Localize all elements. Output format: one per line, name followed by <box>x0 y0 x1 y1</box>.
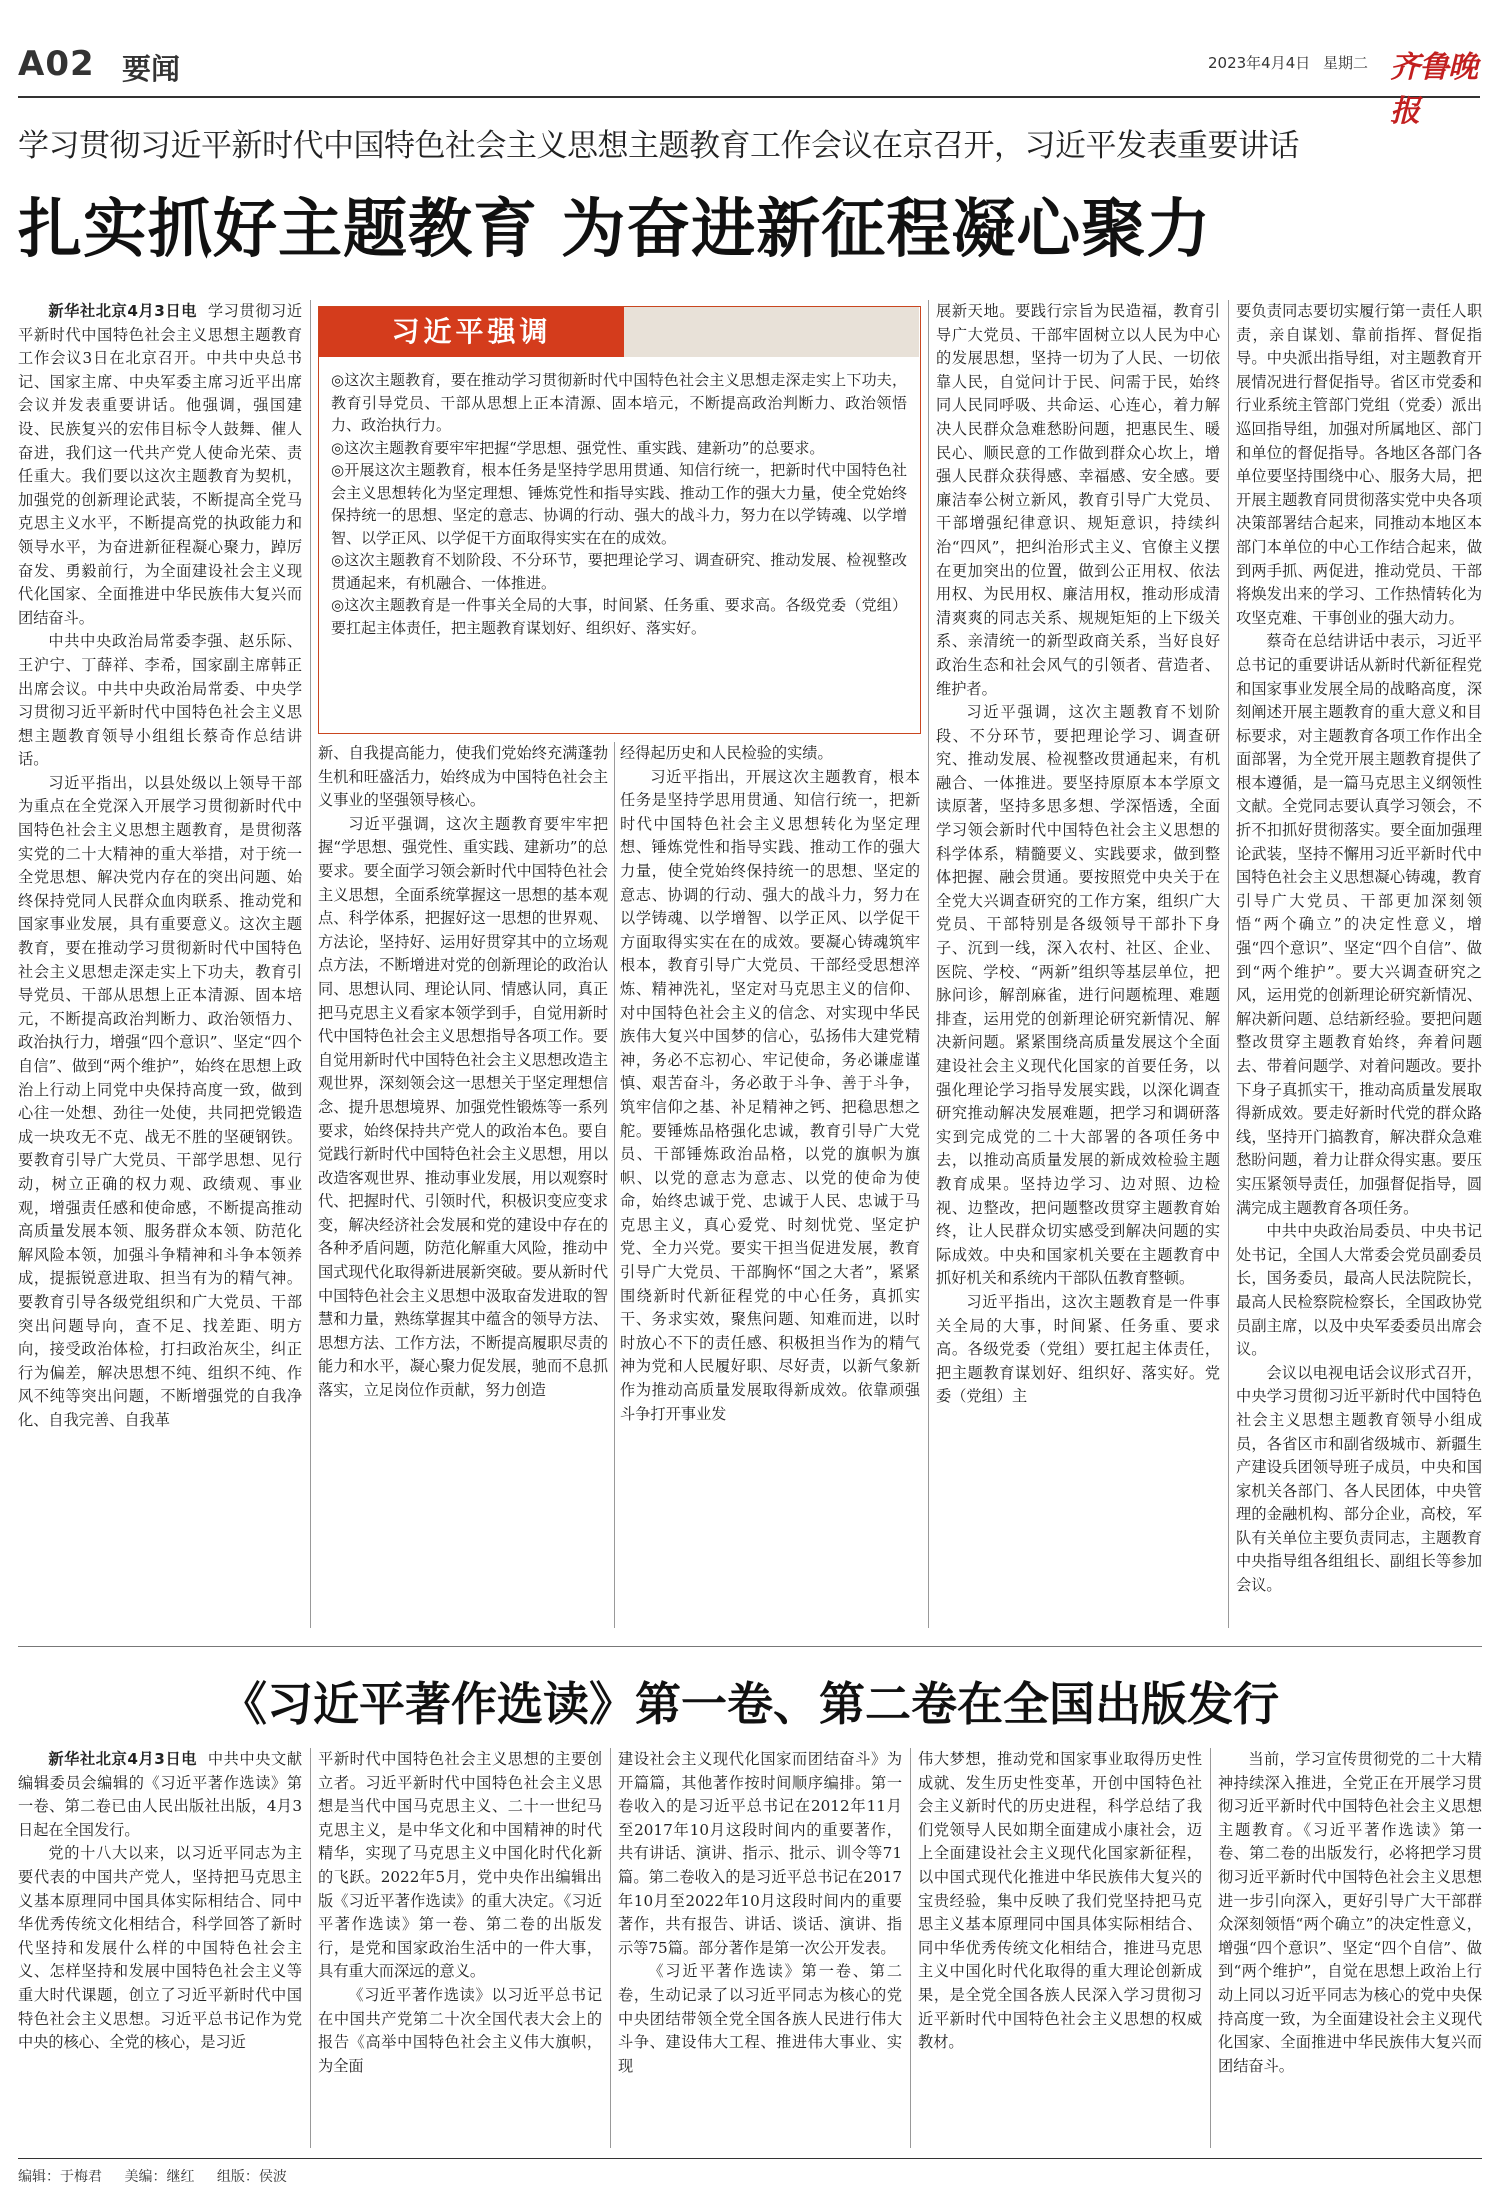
lead-col1-p2: 中共中央政治局常委李强、赵乐际、王沪宁、丁薛祥、李希，国家副主席韩正出席会议。中共中央政治局常委、中央学习贯彻习近平新时代中国特色社会主义思想主题教育领导小组组长蔡奇作总结讲话。 <box>18 632 302 769</box>
emphasis-box <box>318 306 921 734</box>
lead-col3-p1: 经得起历史和人民检验的实绩。 <box>620 744 833 762</box>
footer-layout-editor: 组版：侯波 <box>216 2169 287 2185</box>
second-col3-p2: 《习近平著作选读》第一卷、第二卷，生动记录了以习近平同志为核心的党中央团结带领全党全国各族人民进行伟大斗争、建设伟大工程、推进伟大事业、实现 <box>618 1962 902 2075</box>
second-dateline: 新华社北京4月3日电 <box>48 1750 198 1768</box>
issue-weekday: 星期二 <box>1323 54 1369 72</box>
lead-col1-p1: 学习贯彻习近平新时代中国特色社会主义思想主题教育工作会议3日在北京召开。中共中央总书记、国家主席、中央军委主席习近平出席会议并发表重要讲话。他强调，强国建设、民族复兴的宏伟目标令人鼓舞、催人奋进，我们这一代共产党人使命光荣、责任重大。我们要以这次主题教育为契机，加强党的创新理论武装，不断提高全党马克思主义水平，不断提高党的执政能力和领导水平，为奋进新征程凝心聚力，踔厉奋发、勇毅前行，为全面建设社会主义现代化国家、全面推进中华民族伟大复兴而团结奋斗。 <box>18 302 302 627</box>
column-rule <box>1210 1748 1211 2148</box>
lead-col1-p3: 习近平指出，以县处级以上领导干部为重点在全党深入开展学习贯彻新时代中国特色社会主义思想主题教育，是贯彻落实党的二十大精神的重大举措，对于统一全党思想、解决党内存在的突出问题、始终保持党同人民群众血肉联系、推动党和国家事业发展，具有重要意义。这次主题教育，要在推动学习贯彻新时代中国特色社会主义思想走深走实上下功夫，教育引导党员、干部从思想上正本清源、固本培元，不断提高政治判断力、政治领悟力、政治执行力，增强“四个意识”、坚定“四个自信”、做到“两个维护”，始终在思想上政治上行动上同党中央保持高度一致，做到心往一处想、劲往一处使，共同把党锻造成一块攻无不克、战无不胜的坚硬钢铁。要教育引导广大党员、干部学思想、见行动，树立正确的权力观、政绩观、事业观，增强责任感和使命感，不断提高推动高质量发展本领、服务群众本领、防范化解风险本领，加强斗争精神和斗争本领养成，提振锐意进取、担当有为的精气神。要教育引导各级党组织和广大党员、干部突出问题导向，查不足、找差距、明方向，接受政治体检，打扫政治灰尘，纠正行为偏差，解决思想不纯、组织不纯、作风不纯等突出问题，不断增强党的自我净化、自我完善、自我革 <box>18 773 302 1429</box>
second-col2-p1: 平新时代中国特色社会主义思想的主要创立者。习近平新时代中国特色社会主义思想是当代中国马克思主义、二十一世纪马克思主义，是中华文化和中国精神的时代精华，实现了马克思主义中国化时代化新的飞跃。2022年5月，党中央作出编辑出版《习近平著作选读》的重大决定。《习近平著作选读》第一卷、第二卷的出版发行，是党和国家政治生活中的一件大事，具有重大而深远的意义。 <box>318 1750 602 1981</box>
second-headline: 《习近平著作选读》第一卷、第二卷在全国出版发行 <box>221 1677 1279 1731</box>
column-rule <box>910 1748 911 2148</box>
second-column-1 <box>18 1748 302 2148</box>
second-col1-p1: 中共中央文献编辑委员会编辑的《习近平著作选读》第一卷、第二卷已由人民出版社出版，4月3日起在全国发行。 <box>18 1750 302 1839</box>
second-col1-p2: 党的十八大以来，以习近平同志为主要代表的中国共产党人，坚持把马克思主义基本原理同中国具体实际相结合、同中华优秀传统文化相结合，科学回答了新时代坚持和发展什么样的中国特色社会主义、怎样坚持和发展中国特色社会主义等重大时代课题，创立了习近平新时代中国特色社会主义思想。习近平总书记作为党中央的核心、全党的核心，是习近 <box>18 1844 302 2052</box>
second-column-3 <box>618 1748 902 2148</box>
emphasis-item: ◎这次主题教育，要在推动学习贯彻新时代中国特色社会主义思想走深走实上下功夫，教育引导党员、干部从思想上正本清源、固本培元，不断提高政治判断力、政治领悟力、政治执行力。 <box>331 371 907 434</box>
second-column-2 <box>318 1748 602 2148</box>
lead-column-2 <box>318 742 608 1628</box>
lead-col5-p3: 中共中央政治局委员、中央书记处书记，全国人大常委会党员副委员长，国务委员，最高人民法院院长，最高人民检察院检察长，全国政协党员副主席，以及中央军委委员出席会议。 <box>1236 1222 1482 1359</box>
page-footer <box>18 2158 1482 2188</box>
column-rule <box>310 1748 311 2148</box>
emphasis-item: ◎这次主题教育不划阶段、不分环节，要把理论学习、调查研究、推动发展、检视整改贯通起来，有机融合、一体推进。 <box>331 551 907 592</box>
lead-col5-p4: 会议以电视电话会议形式召开，中央学习贯彻习近平新时代中国特色社会主义思想主题教育领导小组成员，各省区市和副省级城市、新疆生产建设兵团领导班子成员，中央和国家机关各部门、各人民团体，中央管理的金融机构、部分企业，高校，军队有关单位主要负责同志，主题教育中央指导组各组组长、副组长等参加会议。 <box>1236 1363 1482 1595</box>
footer-editor: 编辑：于梅君 <box>18 2169 102 2185</box>
second-column-5 <box>1218 1748 1482 2148</box>
lead-column-5 <box>1236 300 1482 1628</box>
emphasis-title: 习近平强调 <box>391 315 552 348</box>
lead-dateline: 新华社北京4月3日电 <box>48 302 198 320</box>
lead-column-1 <box>18 300 302 1628</box>
lead-col4-p2: 习近平强调，这次主题教育不划阶段、不分环节，要把理论学习、调查研究、推动发展、检视整改贯通起来，有机融合、一体推进。要坚持原原本本学原文读原著，坚持多思多想、学深悟透，全面学习领会新时代中国特色社会主义思想的科学体系，精髓要义、实践要求，做到整体把握、融会贯通。要按照党中央关于在全党大兴调查研究的工作方案，组织广大党员、干部特别是各级领导干部扑下身子、沉到一线，深入农村、社区、企业、医院、学校、“两新”组织等基层单位，把脉问诊，解剖麻雀，进行问题梳理、难题排查，运用党的创新理论研究新情况、解决新问题。紧紧围绕高质量发展这个全面建设社会主义现代化国家的首要任务，以强化理论学习指导发展实践，以深化调查研究推动解决发展难题，把学习和调研落实到完成党的二十大部署的各项任务中去，以推动高质量发展的新成效检验主题教育成果。坚持边学习、边对照、边检视、边整改，把问题整改贯穿主题教育始终，让人民群众切实感受到解决问题的实际成效。中央和国家机关要在主题教育中抓好机关和系统内干部队伍教育整顿。 <box>936 703 1220 1288</box>
lead-col2-p2: 习近平强调，这次主题教育要牢牢把握“学思想、强党性、重实践、建新功”的总要求。要全面学习领会新时代中国特色社会主义思想，全面系统掌握这一思想的基本观点、科学体系，把握好这一思想的世界观、方法论，坚持好、运用好贯穿其中的立场观点方法，不断增进对党的创新理论的政治认同、思想认同、理论认同、情感认同，真正把马克思主义看家本领学到手，自觉用新时代中国特色社会主义思想指导各项工作。要自觉用新时代中国特色社会主义思想改造主观世界，深刻领会这一思想关于坚定理想信念、提升思想境界、加强党性锻炼等一系列要求，始终保持共产党人的政治本色。要自觉践行新时代中国特色社会主义思想，用以改造客观世界、推动事业发展，用以观察时代、把握时代、引领时代，积极识变应变求变，解决经济社会发展和党的建设中存在的各种矛盾问题，防范化解重大风险，推动中国式现代化取得新进展新突破。要从新时代中国特色社会主义思想中汲取奋发进取的智慧和力量，熟练掌握其中蕴含的领导方法、思想方法、工作方法，不断提高履职尽责的能力和水平，凝心聚力促发展，驰而不息抓落实，立足岗位作贡献，努力创造 <box>318 814 608 1400</box>
lead-col4-p1: 展新天地。要践行宗旨为民造福，教育引导广大党员、干部牢固树立以人民为中心的发展思想，坚持一切为了人民、一切依靠人民，自觉问计于民、问需于民，始终同人民同呼吸、共命运、心连心，着力解决人民群众急难愁盼问题，把惠民生、暖民心、顺民意的工作做到群众心坎上，增强人民群众获得感、幸福感、安全感。要廉洁奉公树立新风，教育引导广大党员、干部增强纪律意识、规矩意识，持续纠治“四风”，把纠治形式主义、官僚主义摆在更加突出的位置，做到公正用权、依法用权、为民用权、廉洁用权，推动形成清清爽爽的同志关系、规规矩矩的上下级关系、亲清统一的新型政商关系，当好良好政治生态和社会风气的引领者、营造者、维护者。 <box>936 302 1220 698</box>
lead-headline: 扎实抓好主题教育 为奋进新征程凝心聚力 <box>18 192 1212 267</box>
lead-col2-p1: 新、自我提高能力，使我们党始终充满蓬勃生机和旺盛活力，始终成为中国特色社会主义事业的坚强领导核心。 <box>318 744 608 810</box>
emphasis-item: ◎这次主题教育是一件事关全局的大事，时间紧、任务重、要求高。各级党委（党组）要扛起主体责任，把主题教育谋划好、组织好、落实好。 <box>331 596 907 637</box>
lead-column-4 <box>936 300 1220 1628</box>
page-header <box>18 38 1480 129</box>
page-number: A02 <box>18 44 95 84</box>
lead-col5-p1: 要负责同志要切实履行第一责任人职责，亲自谋划、靠前指挥、督促指导。中央派出指导组，对主题教育开展情况进行督促指导。省区市党委和行业系统主管部门党组（党委）派出巡回指导组，加强对所属地区、部门和单位的督促指导。各地区各部门各单位要坚持围绕中心、服务大局，把开展主题教育同贯彻落实党中央各项决策部署结合起来，同推动本地区本部门本单位的中心工作结合起来，做到两手抓、两促进，推动党员、干部将焕发出来的学习、工作热情转化为攻坚克难、干事创业的强大动力。 <box>1236 302 1482 627</box>
lead-col5-p2: 蔡奇在总结讲话中表示，习近平总书记的重要讲话从新时代新征程党和国家事业发展全局的战略高度，深刻阐述开展主题教育的重大意义和目标要求，对主题教育各项工作作出全面部署，为全党开展主题教育提供了根本遵循，是一篇马克思主义纲领性文献。全党同志要认真学习领会，不折不扣抓好贯彻落实。要全面加强理论武装，坚持不懈用习近平新时代中国特色社会主义思想凝心铸魂，教育引导广大党员、干部更加深刻领悟“两个确立”的决定性意义，增强“四个意识”、坚定“四个自信”、做到“两个维护”。要大兴调查研究之风，运用党的创新理论研究新情况、解决新问题、总结新经验。要把问题整改贯穿主题教育始终，奔着问题去、带着问题学、对着问题改。要扑下身子真抓实干，推动高质量发展取得新成效。要走好新时代党的群众路线，坚持开门搞教育，解决群众急难愁盼问题，着力让群众得实惠。要压实压紧领导责任，加强督促指导，圆满完成主题教育各项任务。 <box>1236 632 1482 1217</box>
footer-art-editor: 美编：继红 <box>124 2169 195 2185</box>
emphasis-body <box>331 369 907 639</box>
second-col3-p1: 建设社会主义现代化国家而团结奋斗》为开篇篇，其他著作按时间顺序编排。第一卷收入的是习近平总书记在2012年11月至2017年10月这段时间内的重要著作，共有讲话、演讲、指示、批示、训令等71篇。第二卷收入的是习近平总书记在2017年10月至2022年10月这段时间内的重要著作，共有报告、讲话、谈话、演讲、指示等75篇。部分著作是第一次公开发表。 <box>618 1750 902 1957</box>
column-rule <box>928 300 929 1628</box>
section-name: 要闻 <box>122 52 181 86</box>
column-rule <box>310 300 311 1628</box>
second-col2-p2: 《习近平著作选读》以习近平总书记在中国共产党第二十次全国代表大会上的报告《高举中国特色社会主义伟大旗帜，为全面 <box>318 1985 602 2075</box>
second-col5-p1: 当前，学习宣传贯彻党的二十大精神持续深入推进，全党正在开展学习贯彻习近平新时代中国特色社会主义思想主题教育。《习近平著作选读》第一卷、第二卷的出版发行，必将把学习贯彻习近平新时代中国特色社会主义思想进一步引向深入，更好引导广大干部群众深刻领悟“两个确立”的决定性意义，增强“四个意识”、坚定“四个自信”、做到“两个维护”，自觉在思想上政治上行动上同以习近平同志为核心的党中央保持高度一致，为全面建设社会主义现代化国家、全面推进中华民族伟大复兴而团结奋斗。 <box>1218 1750 1482 2075</box>
lead-column-3 <box>620 742 920 1628</box>
lead-kicker: 学习贯彻习近平新时代中国特色社会主义思想主题教育工作会议在京召开，习近平发表重要讲话 <box>18 128 1299 164</box>
column-rule <box>614 742 615 1628</box>
emphasis-item: ◎这次主题教育要牢牢把握“学思想、强党性、重实践、建新功”的总要求。 <box>331 438 825 457</box>
column-rule <box>610 1748 611 2148</box>
masthead-logo: 齐鲁晚报 <box>1390 50 1477 129</box>
issue-date: 2023年4月4日 <box>1208 54 1311 72</box>
column-rule <box>1228 300 1229 1628</box>
lead-col4-p3: 习近平指出，这次主题教育是一件事关全局的大事，时间紧、任务重、要求高。各级党委（党组）要扛起主体责任，把主题教育谋划好、组织好、落实好。党委（党组）主 <box>936 1292 1220 1406</box>
second-col4-p1: 伟大梦想，推动党和国家事业取得历史性成就、发生历史性变革，开创中国特色社会主义新时代的历史进程，科学总结了我们党领导人民如期全面建成小康社会，迈上全面建设社会主义现代化国家新征程，以中国式现代化推进中华民族伟大复兴的宝贵经验，集中反映了我们党坚持把马克思主义基本原理同中国具体实际相结合、同中华优秀传统文化相结合，推进马克思主义中国化时代化取得的重大理论创新成果，是全党全国各族人民深入学习贯彻习近平新时代中国特色社会主义思想的权威教材。 <box>918 1750 1202 2052</box>
lead-col3-p2: 习近平指出，开展这次主题教育，根本任务是坚持学思用贯通、知信行统一，把新时代中国特色社会主义思想转化为坚定理想、锤炼党性和指导实践、推动工作的强大力量，使全党始终保持统一的思想、坚定的意志、协调的行动、强大的战斗力，努力在以学铸魂、以学增智、以学正风、以学促干方面取得实实在在的成效。要凝心铸魂筑牢根本，教育引导广大党员、干部经受思想淬炼、精神洗礼，坚定对马克思主义的信仰、对中国特色社会主义的信念、对实现中华民族伟大复兴中国梦的信心，弘扬伟大建党精神，务必不忘初心、牢记使命，务必谦虚谨慎、艰苦奋斗，务必敢于斗争、善于斗争，筑牢信仰之基、补足精神之钙、把稳思想之舵。要锤炼品格强化忠诚，教育引导广大党员、干部锤炼政治品格，以党的旗帜为旗帜、以党的意志为意志、以党的使命为使命，始终忠诚于党、忠诚于人民、忠诚于马克思主义，真心爱党、时刻忧党、坚定护党、全力兴党。要实干担当促进发展，教育引导广大党员、干部胸怀“国之大者”，紧紧围绕新时代新征程党的中心任务，真抓实干、务求实效，聚焦问题、知难而进，以时时放心不下的责任感、积极担当作为的精气神为党和人民履好职、尽好责，以新气象新作为推动高质量发展取得新成效。依靠顽强斗争打开事业发 <box>620 767 920 1423</box>
emphasis-item: ◎开展这次主题教育，根本任务是坚持学思用贯通、知信行统一，把新时代中国特色社会主义思想转化为坚定理想、锤炼党性和指导实践、推动工作的强大力量，使全党始终保持统一的思想、坚定的意志、协调的行动、强大的战斗力，努力在以学铸魂、以学增智、以学正风、以学促干方面取得实实在在的成效。 <box>331 461 907 547</box>
section-divider <box>18 1646 1482 1647</box>
second-column-4 <box>918 1748 1202 2148</box>
